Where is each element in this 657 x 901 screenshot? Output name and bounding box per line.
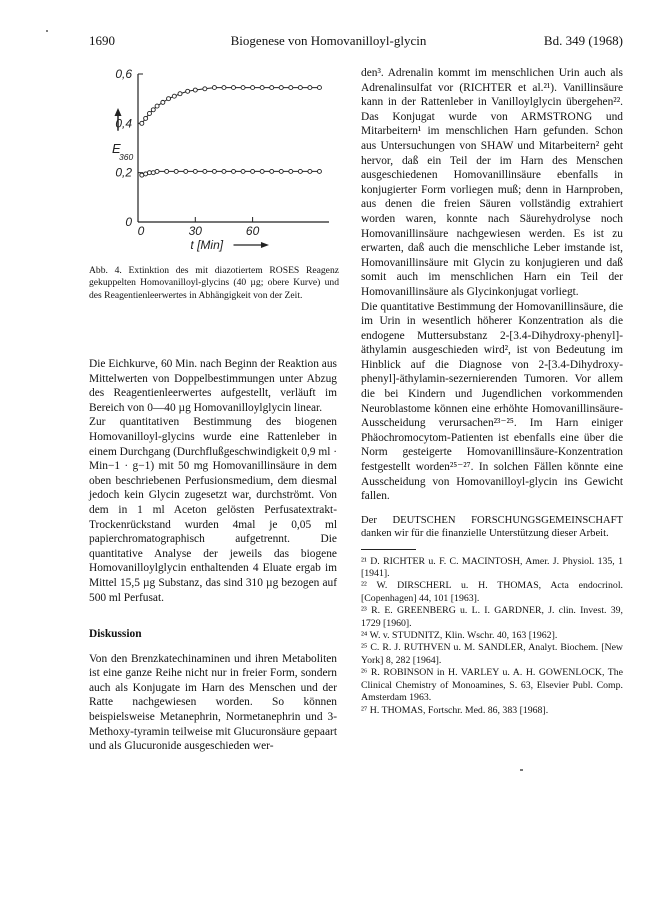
data-point	[308, 169, 312, 173]
extinction-chart	[104, 62, 334, 252]
data-point	[222, 86, 226, 90]
footnote: ²¹ D. RICHTER u. F. C. MACINTOSH, Amer. J. Physiol. 135, 1 [1941].	[361, 555, 623, 580]
y-tick-label: 0,6	[115, 67, 132, 81]
data-point	[151, 108, 155, 112]
data-point	[251, 86, 255, 90]
y-axis-label-sub: 360	[119, 151, 134, 162]
data-point	[193, 169, 197, 173]
footnote: ²³ R. E. GREENBERG u. L. I. GARDNER, J. clin. Invest. 39, 1729 [1960].	[361, 605, 623, 629]
acknowledgement: Der DEUTSCHEN FORSCHUNGSGEMEINSCHAFT danken wir für die finanzielle Unterstützung dieser Arbeit.	[361, 514, 623, 540]
y-tick-label: 0	[125, 215, 132, 229]
data-point	[167, 97, 171, 101]
data-point	[298, 169, 302, 173]
scan-speck	[520, 769, 523, 771]
data-point	[161, 100, 165, 104]
footnotes	[361, 556, 623, 717]
figure-caption: Abb. 4. Extinktion des mit diazotiertem ROSES Reagenz gekuppelten Homovanilloyl-glycins (40 µg; obere Kurve) und des Reagentienleerwertes in Abhängigkeit von der Zeit.	[89, 265, 339, 301]
y-axis-label: E	[112, 140, 121, 156]
paragraph: den³. Adrenalin kommt im menschlichen Urin auch als Adrenalinsulfat vor (RICHTER et al.²¹). Vanillinsäure kann in der Rattenleber in Vanilloylglycin übergehen²². Das Konjugat wurde von ARMSTRONG und Mitarbeitern¹ im menschlichen Harn gefunden. Schon aus Untersuchungen von SHAW und Mitarbeitern² geht hervor, daß ein Teil der im Harn des Menschen ausgeschiedenen Homovanillinsäure ebenfalls in konjugierter Form vorliegen muß; denn in Harnproben, aus denen die freien Säuren vollständig extrahiert worden waren, konnte nach Säurehydrolyse noch Homovanillinsäure nachgewiesen werden. Es ist zu erwarten, daß auch die menschliche Leber imstande ist, Homovanillinsäure mit Glycin zu konjugieren und daß somit auch im menschlichen Harn ein Teil der Homovanillinsäure als Glycinkonjugat vorliegt.	[361, 67, 623, 298]
data-point	[203, 87, 207, 91]
data-point	[172, 94, 176, 98]
footnote: ²² W. DIRSCHERL u. H. THOMAS, Acta endocrinol. [Copenhagen] 44, 101 [1963].	[361, 580, 623, 604]
data-point	[203, 169, 207, 173]
data-point	[270, 86, 274, 90]
data-point	[317, 169, 321, 173]
data-point	[193, 88, 197, 92]
data-point	[165, 169, 169, 173]
paragraph: Die Eichkurve, 60 Min. nach Beginn der Reaktion aus Mittelwerten von Doppelbestimmungen unter Abzug des Reagentienleerwertes aufgestellt, verläuft im Bereich von 0—40 µg Homovanilloylglycin linear.	[89, 358, 337, 414]
data-point	[155, 169, 159, 173]
data-point	[279, 169, 283, 173]
y-tick-label: 0,4	[115, 116, 132, 131]
y-tick-label: 0,2	[115, 165, 132, 180]
footnote: ²⁴ W. v. STUDNITZ, Klin. Wschr. 40, 163 [1962].	[361, 630, 558, 642]
data-point	[260, 86, 264, 90]
data-point	[232, 169, 236, 173]
footnote: ²⁷ H. THOMAS, Fortschr. Med. 86, 383 [1968].	[361, 704, 549, 716]
data-point	[289, 86, 293, 90]
data-point	[232, 86, 236, 90]
x-tick-label: 30	[188, 224, 202, 238]
data-point	[251, 169, 255, 173]
x-axis-label: t [Min]	[190, 238, 224, 252]
data-point	[308, 86, 312, 90]
data-point	[241, 169, 245, 173]
scan-speck	[46, 30, 48, 32]
paragraph: Zur quantitativen Bestimmung des biogenen Homovanilloyl-glycins wurde eine Rattenleber in einem Durchgang (Durchflußgeschwindigkeit 0,9 ml · Min−1 · g−1) mit 50 mg Homovanillinsäure in dem oben beschriebenen Perfusionsmedium, dem diesmal jedoch kein Glycin zugesetzt war, durchströmt. Von dem in 1 ml Aceton gelösten Perfusatextrakt-Trockenrückstand wurden 4mal je 0,05 ml papierchromatographisch aufgetrennt. Die quantitative Analyse der jeweils das biogene Homovanilloylglycin enthaltenden 4 Eluate ergab im Mittel 15,5 µg Substanz, das sind 310 µg bezogen auf 500 ml Perfusat.	[89, 416, 337, 604]
data-point	[298, 86, 302, 90]
x-tick-label: 0	[137, 224, 145, 238]
data-point	[317, 86, 321, 90]
data-point	[222, 169, 226, 173]
running-title: Biogenese von Homovanilloyl-glycin	[230, 33, 427, 48]
data-point	[279, 86, 283, 90]
data-point	[241, 86, 245, 90]
y-arrow-head	[115, 108, 122, 116]
data-point	[212, 86, 216, 90]
volume-info: Bd. 349 (1968)	[543, 33, 623, 48]
footnote-rule	[361, 549, 416, 550]
data-point	[144, 116, 148, 120]
data-point	[147, 111, 151, 115]
data-point	[155, 104, 159, 108]
data-point	[174, 169, 178, 173]
data-point	[270, 169, 274, 173]
page-number: 1690	[89, 33, 115, 48]
paragraph: Die quantitative Bestimmung der Homovanillinsäure, die im Urin in wesentlich höherer Konzentration als die endogene Muttersubstanz 2-[3.4-Dihydroxy-phenyl]-äthylamin ausgeschieden wird², ist von Bedeutung im Hinblick auf die Diagnose von 2-[3.4-Dihydroxy-phenyl]-äthylamin-sezernierenden Tumoren. Vor allem die bei Kindern und Jugendlichen vorkommenden Neuroblastome können eine erhöhte Homovanillinsäure-Ausscheidung verursachen²³⁻²⁵. Im Harn einiger Phäochromocytom-Patienten ist ebenfalls eine über die Norm gesteigerte Homovanillinsäure-Konzentration festgestellt worden²⁵⁻²⁷. In solchen Fällen könnte eine Ausscheidung von Homovanilloyl-glycin ins Gewicht fallen.	[361, 300, 623, 503]
left-column	[89, 357, 337, 754]
footnote: ²⁶ R. ROBINSON in H. VARLEY u. A. H. GOWENLOCK, The Clinical Chemistry of Monoamines, S. 63, Elsevier Publ. Comp. Amsterdam 1963.	[361, 667, 623, 704]
paragraph: Von den Brenzkatechinaminen und ihren Metaboliten ist eine ganze Reihe nicht nur in freier Form, sondern auch als Konjugate im Harn des Menschen und der Ratte nachgewiesen worden. So können beispielsweise Metanephrin, Normetanephrin und 3-Methoxy-tyramin teilweise mit Glucuronsäure gepaart und als Glucuronide ausgeschieden wer-	[89, 652, 337, 753]
data-point	[184, 169, 188, 173]
data-point	[289, 169, 293, 173]
right-column	[361, 66, 623, 717]
x-arrow-head	[261, 242, 269, 248]
footnote: ²⁵ C. R. J. RUTHVEN u. M. SANDLER, Analyt. Biochem. [New York] 8, 282 [1964].	[361, 642, 623, 666]
section-heading: Diskussion	[89, 628, 142, 641]
data-point	[260, 169, 264, 173]
data-point	[140, 121, 144, 125]
x-tick-label: 60	[245, 224, 260, 238]
series-line-1	[142, 88, 320, 124]
data-point	[186, 89, 190, 93]
data-point	[178, 92, 182, 96]
data-point	[212, 169, 216, 173]
